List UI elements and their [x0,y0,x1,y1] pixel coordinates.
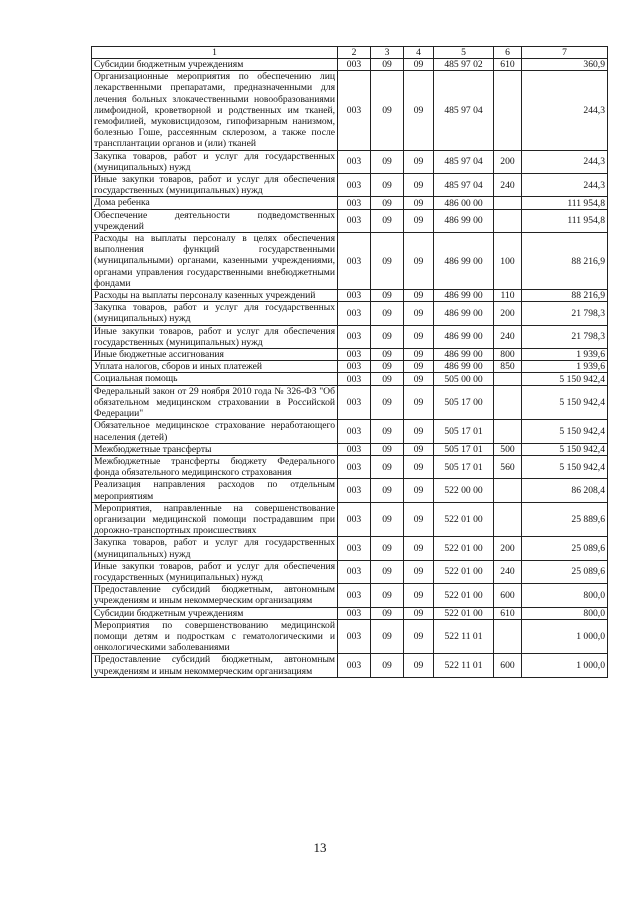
row-pr: 09 [404,443,434,455]
row-rz: 09 [371,174,404,197]
row-ved: 003 [338,385,371,420]
row-vr [494,197,522,209]
row-vr: 610 [494,607,522,619]
row-rz: 09 [371,71,404,150]
row-csr: 486 00 00 [434,197,494,209]
row-sum: 1 000,0 [522,654,608,677]
row-rz: 09 [371,607,404,619]
row-rz: 09 [371,455,404,478]
row-sum: 244,3 [522,71,608,150]
row-ved: 003 [338,150,371,173]
row-ved: 003 [338,361,371,373]
table-row [92,349,608,361]
row-rz: 09 [371,325,404,348]
row-pr: 09 [404,560,434,583]
table-row [92,479,608,502]
row-sum: 1 939,6 [522,361,608,373]
row-name: Закупка товаров, работ и услуг для государственных (муниципальных) нужд [92,537,338,560]
table-row [92,290,608,302]
row-vr: 500 [494,443,522,455]
row-ved: 003 [338,59,371,71]
row-rz: 09 [371,654,404,677]
row-pr: 09 [404,71,434,150]
row-csr: 486 99 00 [434,349,494,361]
table-row [92,420,608,443]
table-row [92,233,608,290]
table-row [92,59,608,71]
row-rz: 09 [371,537,404,560]
row-name: Предоставление субсидий бюджетным, автономным учреждениям и иным некоммерческим организациям [92,654,338,677]
row-sum: 244,3 [522,150,608,173]
row-name: Расходы на выплаты персоналу казенных учреждений [92,290,338,302]
row-name: Дома ребенка [92,197,338,209]
row-name: Закупка товаров, работ и услуг для государственных (муниципальных) нужд [92,150,338,173]
row-vr: 600 [494,584,522,607]
row-rz: 09 [371,373,404,385]
row-ved: 003 [338,654,371,677]
row-ved: 003 [338,233,371,290]
row-pr: 09 [404,197,434,209]
row-rz: 09 [371,290,404,302]
row-csr: 505 17 01 [434,455,494,478]
row-vr [494,420,522,443]
row-name: Мероприятия по совершенствованию медицинской помощи детям и подросткам с гематологическими и онкологическими заболеваниями [92,619,338,654]
row-sum: 244,3 [522,174,608,197]
row-sum: 25 089,6 [522,537,608,560]
column-header: 1 [92,47,338,59]
row-vr [494,71,522,150]
row-vr: 110 [494,290,522,302]
row-rz: 09 [371,502,404,537]
table-row [92,619,608,654]
row-ved: 003 [338,537,371,560]
row-vr: 800 [494,349,522,361]
row-csr: 522 01 00 [434,584,494,607]
row-name: Субсидии бюджетным учреждениям [92,607,338,619]
row-rz: 09 [371,560,404,583]
row-csr: 522 01 00 [434,607,494,619]
column-header: 7 [522,47,608,59]
row-sum: 111 954,8 [522,209,608,232]
row-name: Социальная помощь [92,373,338,385]
row-ved: 003 [338,290,371,302]
row-rz: 09 [371,479,404,502]
row-sum: 1 939,6 [522,349,608,361]
row-vr: 610 [494,59,522,71]
row-sum: 5 150 942,4 [522,373,608,385]
column-header: 3 [371,47,404,59]
row-rz: 09 [371,233,404,290]
row-name: Уплата налогов, сборов и иных платежей [92,361,338,373]
row-csr: 485 97 02 [434,59,494,71]
row-csr: 486 99 00 [434,209,494,232]
row-name: Расходы на выплаты персоналу в целях обеспечения выполнения функций государственными (муниципальными) органами, казенными учреждениями, органами управления государственными внебюджетными фондами [92,233,338,290]
row-name: Организационные мероприятия по обеспечению лиц лекарственными препаратами, предназначенными для лечения больных злокачественными новообразованиями лимфоидной, кроветворной и родственных им тканей, гемофилией, муковисцидозом, гипофизарным нанизмом, болезнью Гоше, рассеянным склерозом, а также после трансплантации органов и (или) тканей [92,71,338,150]
row-vr [494,385,522,420]
row-rz: 09 [371,302,404,325]
row-pr: 09 [404,325,434,348]
budget-table [91,46,608,678]
row-sum: 25 889,6 [522,502,608,537]
row-vr [494,209,522,232]
table-row [92,71,608,150]
row-rz: 09 [371,59,404,71]
row-sum: 5 150 942,4 [522,385,608,420]
row-name: Реализация направления расходов по отдельным мероприятиям [92,479,338,502]
row-name: Обеспечение деятельности подведомственных учреждений [92,209,338,232]
row-sum: 5 150 942,4 [522,420,608,443]
row-pr: 09 [404,349,434,361]
row-sum: 5 150 942,4 [522,455,608,478]
row-csr: 486 99 00 [434,302,494,325]
row-sum: 25 089,6 [522,560,608,583]
row-name: Иные закупки товаров, работ и услуг для обеспечения государственных (муниципальных) нужд [92,325,338,348]
row-csr: 522 01 00 [434,502,494,537]
row-pr: 09 [404,607,434,619]
row-sum: 800,0 [522,584,608,607]
row-rz: 09 [371,197,404,209]
row-pr: 09 [404,420,434,443]
row-csr: 505 17 01 [434,443,494,455]
row-pr: 09 [404,150,434,173]
row-rz: 09 [371,420,404,443]
table-row [92,385,608,420]
row-pr: 09 [404,537,434,560]
table-row [92,607,608,619]
row-rz: 09 [371,361,404,373]
row-csr: 505 17 01 [434,420,494,443]
row-sum: 21 798,3 [522,325,608,348]
row-vr: 850 [494,361,522,373]
row-ved: 003 [338,302,371,325]
row-vr: 200 [494,150,522,173]
row-csr: 486 99 00 [434,361,494,373]
table-row [92,654,608,677]
table-row [92,209,608,232]
row-vr [494,619,522,654]
row-ved: 003 [338,197,371,209]
row-pr: 09 [404,385,434,420]
row-csr: 522 01 00 [434,560,494,583]
row-sum: 800,0 [522,607,608,619]
row-name: Мероприятия, направленные на совершенствование организации медицинской помощи пострадавшим при дорожно-транспортных происшествиях [92,502,338,537]
row-name: Межбюджетные трансферты [92,443,338,455]
row-pr: 09 [404,361,434,373]
row-name: Обязательное медицинское страхование неработающего населения (детей) [92,420,338,443]
table-row [92,373,608,385]
row-vr [494,502,522,537]
row-ved: 003 [338,420,371,443]
table-row [92,302,608,325]
row-ved: 003 [338,607,371,619]
table-row [92,361,608,373]
row-sum: 86 208,4 [522,479,608,502]
row-pr: 09 [404,174,434,197]
row-ved: 003 [338,209,371,232]
row-rz: 09 [371,619,404,654]
row-ved: 003 [338,174,371,197]
row-pr: 09 [404,479,434,502]
row-csr: 486 99 00 [434,290,494,302]
row-name: Субсидии бюджетным учреждениям [92,59,338,71]
row-csr: 486 99 00 [434,233,494,290]
table-row [92,537,608,560]
column-header: 2 [338,47,371,59]
table-row [92,197,608,209]
row-sum: 88 216,9 [522,290,608,302]
row-sum: 21 798,3 [522,302,608,325]
row-pr: 09 [404,233,434,290]
row-name: Закупка товаров, работ и услуг для государственных (муниципальных) нужд [92,302,338,325]
row-vr: 200 [494,302,522,325]
row-rz: 09 [371,385,404,420]
table-row [92,150,608,173]
row-pr: 09 [404,584,434,607]
row-ved: 003 [338,479,371,502]
table-row [92,584,608,607]
row-rz: 09 [371,349,404,361]
table-row [92,443,608,455]
row-vr: 240 [494,560,522,583]
row-vr: 100 [494,233,522,290]
row-ved: 003 [338,349,371,361]
row-pr: 09 [404,302,434,325]
row-csr: 522 01 00 [434,537,494,560]
row-ved: 003 [338,502,371,537]
row-sum: 88 216,9 [522,233,608,290]
row-csr: 522 11 01 [434,619,494,654]
table-body [92,59,608,678]
row-sum: 360,9 [522,59,608,71]
row-sum: 111 954,8 [522,197,608,209]
row-vr: 560 [494,455,522,478]
row-sum: 1 000,0 [522,619,608,654]
row-ved: 003 [338,325,371,348]
row-csr: 485 97 04 [434,71,494,150]
row-name: Иные закупки товаров, работ и услуг для обеспечения государственных (муниципальных) нужд [92,174,338,197]
row-csr: 505 17 00 [434,385,494,420]
row-csr: 505 00 00 [434,373,494,385]
column-header: 6 [494,47,522,59]
row-ved: 003 [338,71,371,150]
table-row [92,560,608,583]
table-row [92,455,608,478]
row-vr: 200 [494,537,522,560]
row-pr: 09 [404,654,434,677]
row-csr: 522 00 00 [434,479,494,502]
row-rz: 09 [371,209,404,232]
row-pr: 09 [404,619,434,654]
row-vr: 240 [494,325,522,348]
row-rz: 09 [371,150,404,173]
row-ved: 003 [338,373,371,385]
row-name: Иные бюджетные ассигнования [92,349,338,361]
row-name: Иные закупки товаров, работ и услуг для обеспечения государственных (муниципальных) нужд [92,560,338,583]
row-pr: 09 [404,209,434,232]
column-header: 4 [404,47,434,59]
row-vr [494,479,522,502]
row-ved: 003 [338,584,371,607]
row-pr: 09 [404,373,434,385]
row-pr: 09 [404,290,434,302]
row-pr: 09 [404,59,434,71]
header-row [92,47,608,59]
row-name: Межбюджетные трансферты бюджету Федерального фонда обязательного медицинского страхования [92,455,338,478]
row-pr: 09 [404,502,434,537]
row-vr: 600 [494,654,522,677]
table-row [92,174,608,197]
row-rz: 09 [371,443,404,455]
row-vr [494,373,522,385]
row-rz: 09 [371,584,404,607]
row-csr: 522 11 01 [434,654,494,677]
row-sum: 5 150 942,4 [522,443,608,455]
row-ved: 003 [338,443,371,455]
table-row [92,325,608,348]
row-ved: 003 [338,619,371,654]
column-header: 5 [434,47,494,59]
table-row [92,502,608,537]
row-ved: 003 [338,560,371,583]
row-vr: 240 [494,174,522,197]
page-number: 13 [313,840,327,855]
row-csr: 485 97 04 [434,174,494,197]
row-name: Федеральный закон от 29 ноября 2010 года № 326-ФЗ "Об обязательном медицинском страховании в Российской Федерации" [92,385,338,420]
row-csr: 486 99 00 [434,325,494,348]
row-csr: 485 97 04 [434,150,494,173]
row-pr: 09 [404,455,434,478]
row-name: Предоставление субсидий бюджетным, автономным учреждениям и иным некоммерческим организациям [92,584,338,607]
row-ved: 003 [338,455,371,478]
